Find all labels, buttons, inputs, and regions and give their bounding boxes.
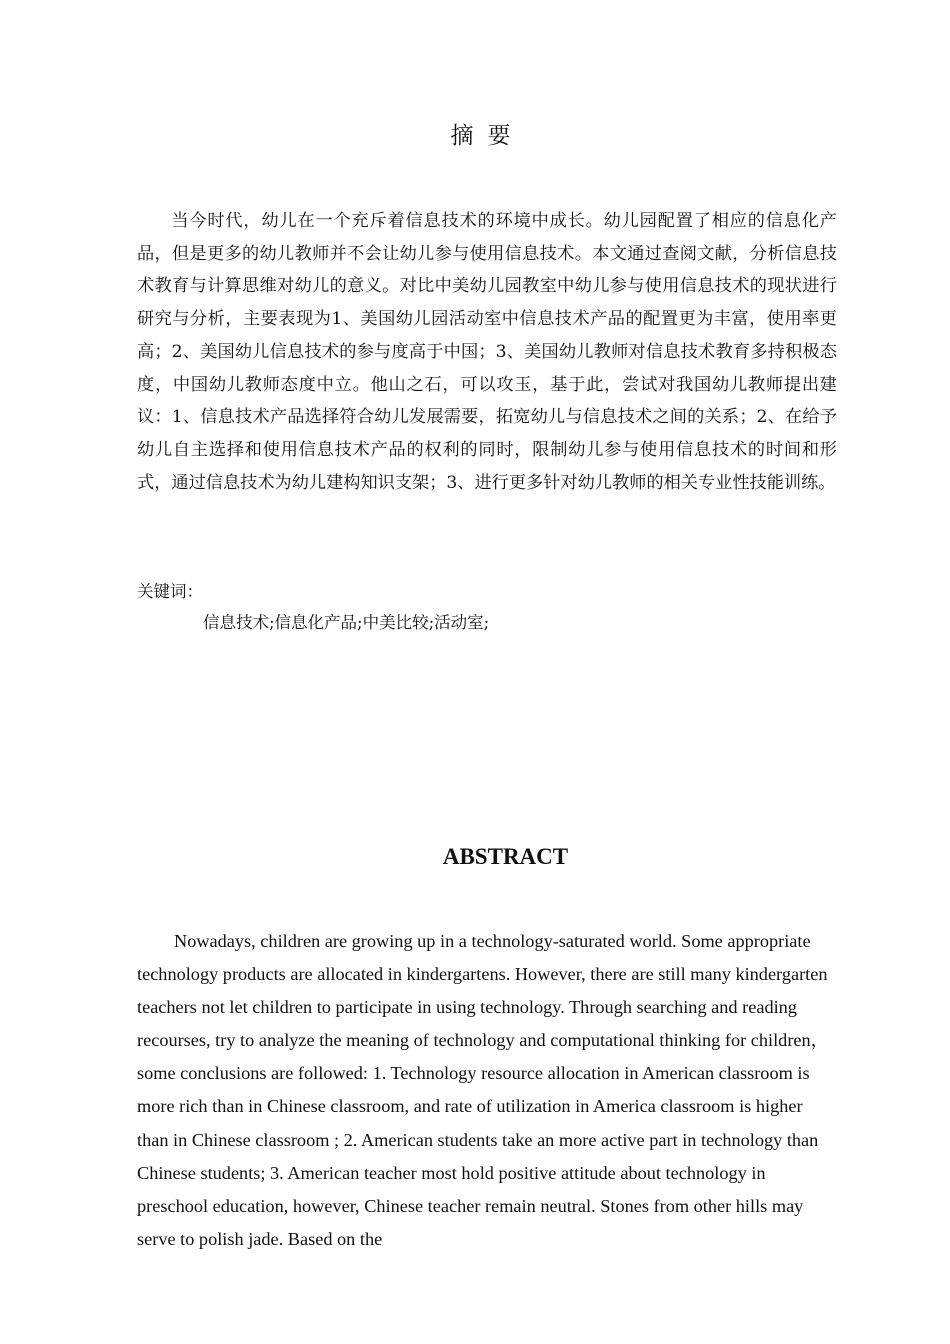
english-abstract-title: ABSTRACT <box>442 844 569 869</box>
keywords-label: 关键词： <box>137 582 203 601</box>
chinese-abstract-title: 摘要 <box>450 123 525 149</box>
english-abstract-body: Nowadays, children are growing up in a technology-saturated world. Some appropriate technology products are allocated in kindergartens. However, there are still many kindergarten teachers not let children to participate in using technology. Through searching and reading recourses, try to analyze the meaning of technology and computational thinking for children，some conclusions are followed: 1. Technology resource allocation in American classroom is more rich than in Chinese classroom, and rate of utilization in America classroom is higher than in Chinese classroom ; 2. American students take an more active part in technology than Chinese students; 3. American teacher most hold positive attitude about technology in preschool education, however, Chinese teacher remain neutral. Stones from other hills may serve to polish jade. Based on the <box>137 931 829 1249</box>
chinese-abstract-body: 当今时代，幼儿在一个充斥着信息技术的环境中成长。幼儿园配置了相应的信息化产品，但是更多的幼儿教师并不会让幼儿参与使用信息技术。本文通过查阅文献，分析信息技术教育与计算思维对幼儿的意义。对比中美幼儿园教室中幼儿参与使用信息技术的现状进行研究与分析，主要表现为1、美国幼儿园活动室中信息技术产品的配置更为丰富，使用率更高；2、美国幼儿信息技术的参与度高于中国；3、美国幼儿教师对信息技术教育多持积极态度，中国幼儿教师态度中立。他山之石，可以攻玉，基于此，尝试对我国幼儿教师提出建议：1、信息技术产品选择符合幼儿发展需要，拓宽幼儿与信息技术之间的关系；2、在给予幼儿自主选择和使用信息技术产品的权利的同时，限制幼儿参与使用信息技术的时间和形式，通过信息技术为幼儿建构知识支架；3、进行更多针对幼儿教师的相关专业性技能训练。 <box>137 211 837 493</box>
keywords-list: 信息技术;信息化产品;中美比较;活动室; <box>203 613 490 632</box>
